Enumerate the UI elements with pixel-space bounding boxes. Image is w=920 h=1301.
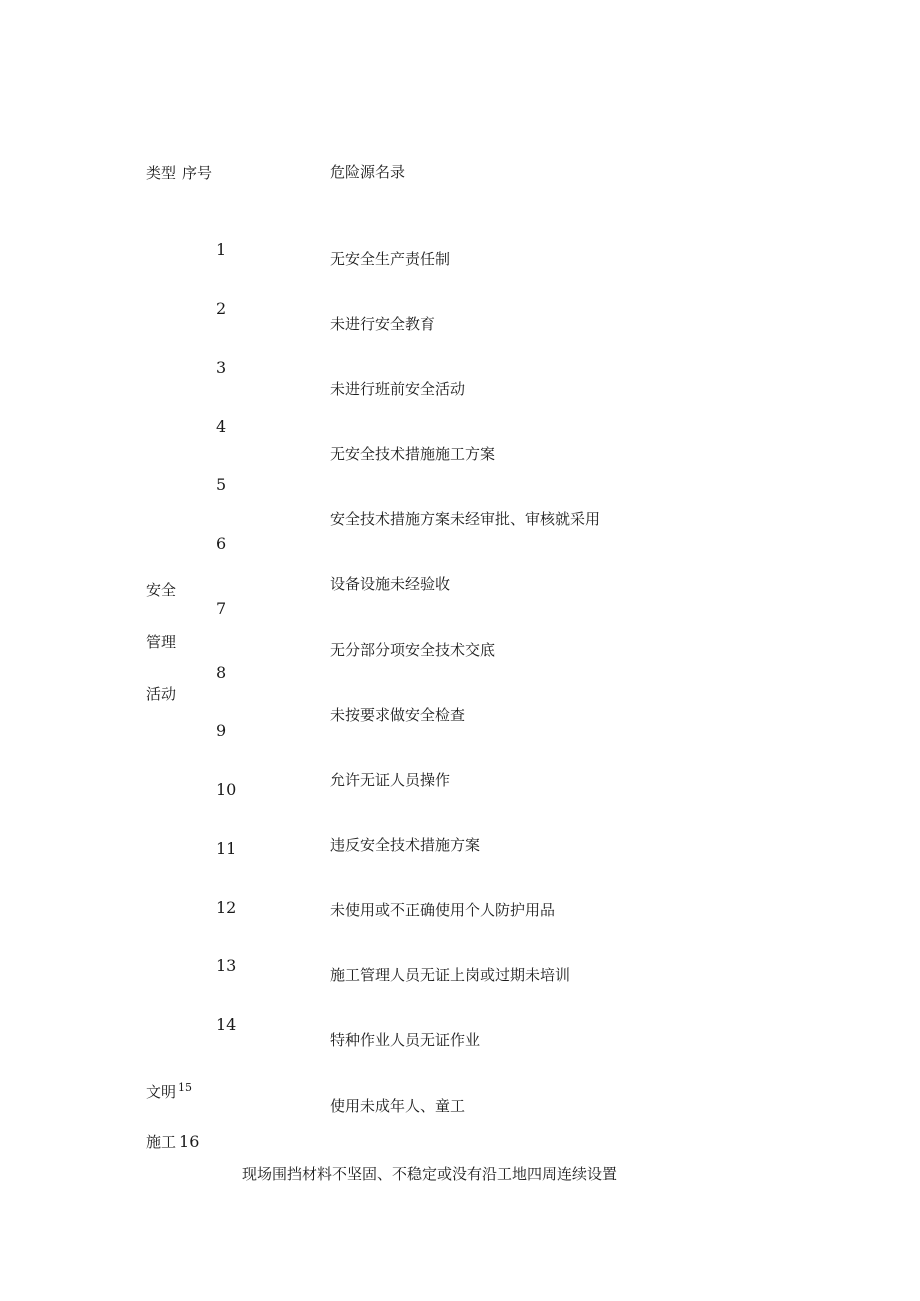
category-civil-line2 xyxy=(146,1133,199,1151)
row-number: 14 xyxy=(216,1015,237,1034)
category-safety-line3: 活动 xyxy=(146,685,177,703)
row-number: 10 xyxy=(216,780,237,799)
row-number: 9 xyxy=(216,721,227,740)
category-civil-line1 xyxy=(146,1083,192,1101)
row-number: 3 xyxy=(216,358,227,377)
hazard-item: 无安全生产责任制 xyxy=(330,250,451,268)
hazard-item: 无安全技术措施施工方案 xyxy=(330,445,496,463)
hazard-item: 设备设施未经验收 xyxy=(330,575,451,593)
row-number: 12 xyxy=(216,898,237,917)
hazard-item: 安全技术措施方案未经审批、审核就采用 xyxy=(330,510,601,528)
header-type: 类型 xyxy=(146,164,177,182)
category-safety-line2: 管理 xyxy=(146,633,177,651)
row-number: 4 xyxy=(216,417,227,436)
row-number: 11 xyxy=(216,839,237,858)
hazard-item: 使用未成年人、童工 xyxy=(330,1097,466,1115)
hazard-item: 现场围挡材料不坚固、不稳定或没有沿工地四周连续设置 xyxy=(242,1165,618,1183)
category-civil-label2: 施工 xyxy=(146,1133,177,1151)
row-number: 8 xyxy=(216,663,227,682)
hazard-item: 未按要求做安全检查 xyxy=(330,706,466,724)
row-number: 1 xyxy=(216,240,227,259)
header-index: 序号 xyxy=(182,164,213,182)
category-civil-label1: 文明 xyxy=(146,1083,177,1101)
row-number: 13 xyxy=(216,956,237,975)
hazard-item: 未使用或不正确使用个人防护用品 xyxy=(330,901,556,919)
hazard-item: 未进行安全教育 xyxy=(330,315,436,333)
row-number: 16 xyxy=(179,1132,200,1151)
row-number: 5 xyxy=(216,475,227,494)
row-number: 7 xyxy=(216,599,227,618)
category-safety-line1: 安全 xyxy=(146,581,177,599)
row-number: 15 xyxy=(178,1081,193,1094)
hazard-item: 特种作业人员无证作业 xyxy=(330,1031,481,1049)
hazard-item: 无分部分项安全技术交底 xyxy=(330,641,496,659)
hazard-item: 违反安全技术措施方案 xyxy=(330,836,481,854)
hazard-item: 施工管理人员无证上岗或过期未培训 xyxy=(330,966,571,984)
row-number: 2 xyxy=(216,299,227,318)
row-number: 6 xyxy=(216,534,227,553)
hazard-item: 未进行班前安全活动 xyxy=(330,380,466,398)
header-hazard-name: 危险源名录 xyxy=(330,163,406,181)
hazard-item: 允许无证人员操作 xyxy=(330,771,451,789)
